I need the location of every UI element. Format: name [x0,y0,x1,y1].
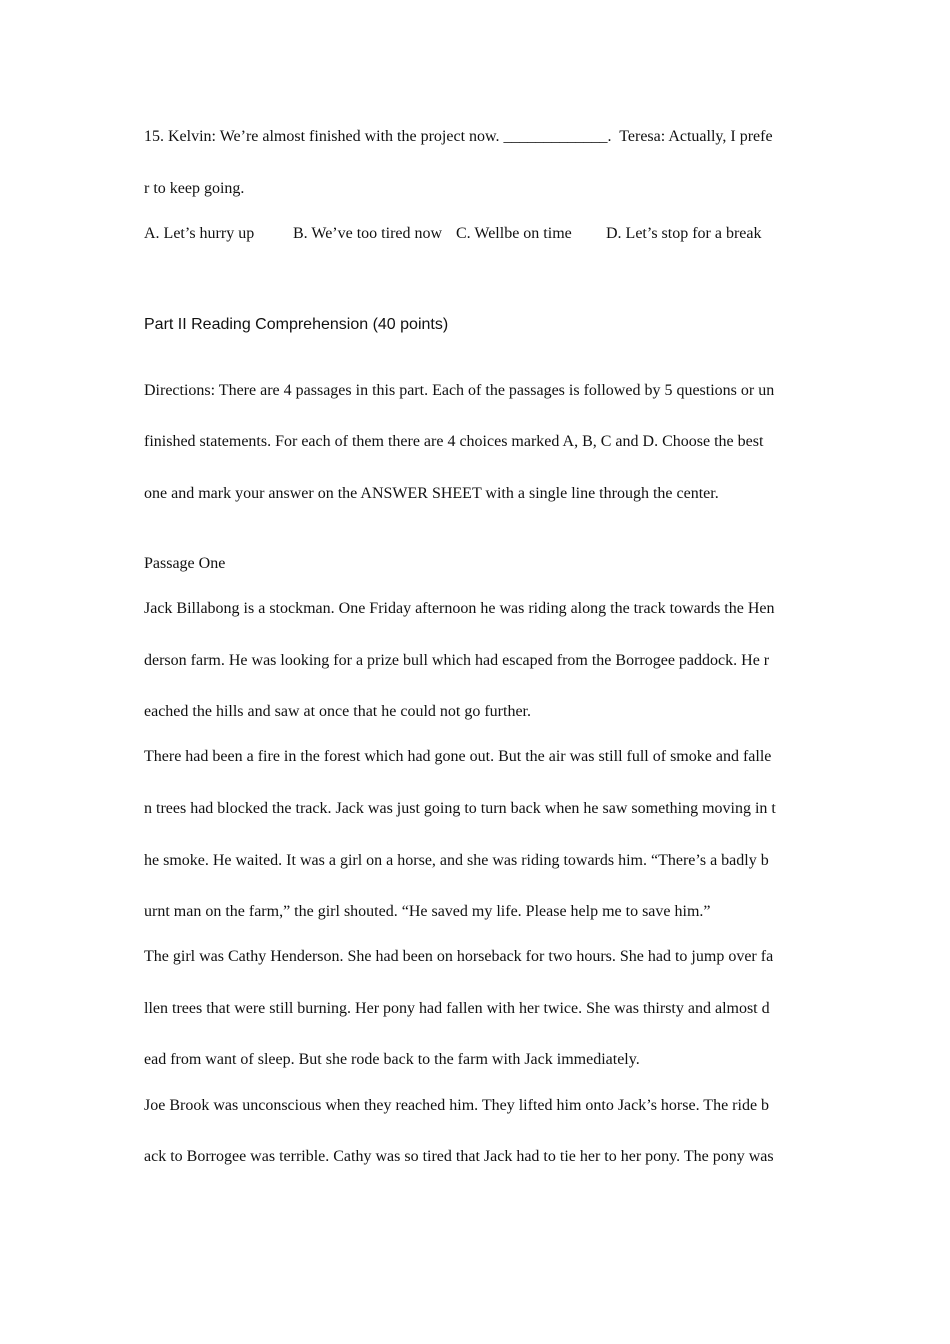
directions-line: one and mark your answer on the ANSWER SHEET with a single line through the center. [144,485,719,502]
paragraph-line: urnt man on the farm,” the girl shouted. “He saved my life. Please help me to save him.” [144,903,711,920]
option-c: C. Wellbe on time [456,225,572,242]
paragraph-line: Joe Brook was unconscious when they reached him. They lifted him onto Jack’s horse. The ride b [144,1097,770,1114]
paragraph-line: ack to Borrogee was terrible. Cathy was so tired that Jack had to tie her to her pony. The pony was [144,1148,774,1165]
question-15-line-2: r to keep going. [144,180,245,197]
option-b: B. We’ve too tired now [293,225,443,242]
paragraph-line: he smoke. He waited. It was a girl on a horse, and she was riding towards him. “There’s a badly b [144,852,769,869]
paragraph-line: There had been a fire in the forest which had gone out. But the air was still full of smoke and falle [144,748,772,765]
directions-line: finished statements. For each of them there are 4 choices marked A, B, C and D. Choose the best [144,433,764,450]
paragraph-line: ead from want of sleep. But she rode back to the farm with Jack immediately. [144,1051,640,1068]
paragraph-line: eached the hills and saw at once that he could not go further. [144,703,531,720]
option-a: A. Let’s hurry up [144,225,255,242]
paragraph-line: n trees had blocked the track. Jack was just going to turn back when he saw something moving in t [144,800,776,817]
directions-line: Directions: There are 4 passages in this part. Each of the passages is followed by 5 questions or un [144,382,775,399]
paragraph-line: llen trees that were still burning. Her pony had fallen with her twice. She was thirsty and almost d [144,1000,770,1017]
section-heading: Part II Reading Comprehension (40 points) [144,316,449,333]
option-d: D. Let’s stop for a break [606,225,762,242]
passage-title: Passage One [144,555,226,572]
paragraph-line: The girl was Cathy Henderson. She had been on horseback for two hours. She had to jump over fa [144,948,774,965]
paragraph-line: derson farm. He was looking for a prize bull which had escaped from the Borrogee paddock. He r [144,652,770,669]
paragraph-line: Jack Billabong is a stockman. One Friday afternoon he was riding along the track towards the Hen [144,600,775,617]
question-15-line-1: 15. Kelvin: We’re almost finished with the project now. _____________. Teresa: Actually, I prefe [144,128,773,145]
